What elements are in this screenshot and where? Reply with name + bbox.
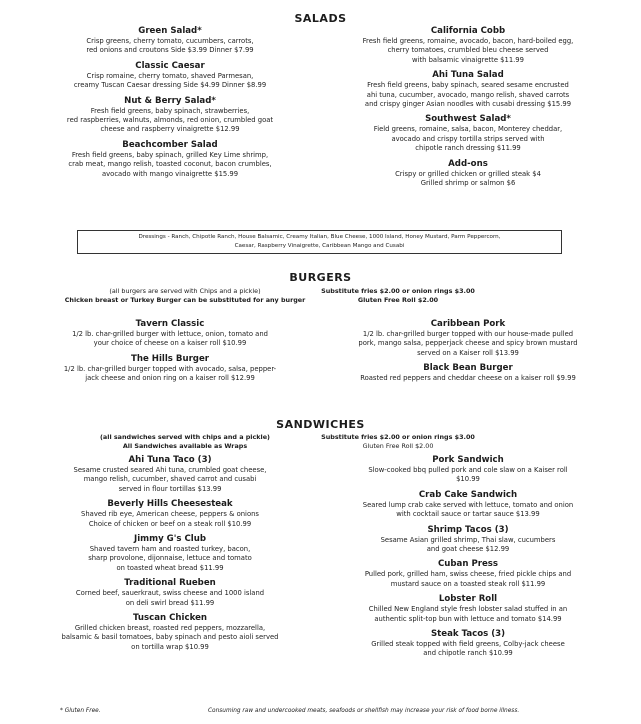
- menu-item-description: with balsamic vinaigrette $11.99: [412, 55, 524, 64]
- food-safety-warning: Consuming raw and undercooked meats, seafoods or shellfish may increase your risk of food borne illness.: [208, 708, 520, 714]
- gluten-free-note: * Gluten Free.: [60, 708, 101, 714]
- menu-item-description: served in flour tortillas $13.99: [118, 484, 222, 493]
- menu-item-name: Traditional Rueben: [124, 578, 216, 589]
- menu-item-name: Tavern Classic: [135, 319, 205, 329]
- menu-item-name: Black Bean Burger: [423, 363, 513, 374]
- menu-item: [30, 96, 310, 135]
- salads-right-column: [318, 26, 618, 193]
- menu-item-name: Beverly Hills Cheesesteak: [107, 499, 233, 510]
- menu-item-description: Crispy or grilled chicken or grilled steak $4: [395, 169, 541, 178]
- menu-item: [318, 559, 618, 589]
- menu-item: [30, 499, 310, 529]
- burgers-right-column: [318, 319, 618, 389]
- menu-item-description: Sesame crusted seared Ahi tuna, crumbled goat cheese,: [73, 466, 267, 474]
- dressings-line: Dressings - Ranch, Chipotle Ranch, House Balsamic, Creamy Italian, Blue Cheese, 1000 Island, Honey Mustard, Parm Peppercorn,: [138, 234, 501, 240]
- menu-item-description: Fresh field greens, romaine, avocado, bacon, hard-boiled egg,: [362, 37, 574, 45]
- menu-item-description: and crispy ginger Asian noodles with cusabi dressing $15.99: [364, 100, 572, 109]
- menu-item-description: pork, mango salsa, pepperjack cheese and spicy brown mustard: [358, 339, 578, 348]
- menu-item: [318, 594, 618, 624]
- menu-item-description: on deli swirl bread $11.99: [125, 598, 215, 607]
- menu-item: [318, 114, 618, 153]
- menu-item-name: Lobster Roll: [438, 594, 498, 605]
- burgers-note-line: Substitute fries $2.00 or onion rings $3.00: [321, 287, 475, 295]
- menu-item-description: chipotle ranch dressing $11.99: [415, 144, 521, 153]
- menu-item: [318, 490, 618, 520]
- menu-item-description: ahi tuna, cucumber, avocado, mango relish, shaved carrots: [366, 90, 570, 99]
- menu-item-description: on toasted wheat bread $11.99: [116, 563, 224, 572]
- menu-item-name: Tuscan Chicken: [132, 613, 208, 624]
- menu-item: [318, 363, 618, 383]
- menu-item-description: 1/2 lb. char-grilled burger with lettuce, onion, tomato and: [72, 330, 268, 338]
- menu-item-description: authentic split-top bun with lettuce and tomato $14.99: [374, 614, 562, 623]
- menu-item-name: Beachcomber Salad: [122, 139, 218, 150]
- menu-item-description: 1/2 lb. char-grilled burger topped with our house-made pulled: [362, 330, 574, 338]
- menu-item-name: Add-ons: [448, 158, 488, 169]
- menu-item-name: Nut & Berry Salad*: [124, 95, 216, 106]
- menu-item-description: Fresh field greens, baby spinach, seared sesame encrusted: [367, 81, 569, 90]
- menu-item-name: Green Salad*: [138, 26, 202, 36]
- sandwiches-left-column: [30, 455, 310, 657]
- menu-item-description: Grilled chicken breast, roasted red peppers, mozzarella,: [74, 624, 266, 633]
- menu-item-name: Caribbean Pork: [430, 319, 506, 329]
- menu-item-description: crab meat, mango relish, toasted coconut, bacon crumbles,: [68, 160, 272, 169]
- menu-item-description: mustard sauce on a toasted steak roll $11.99: [390, 579, 546, 588]
- menu-item-description: avocado with mango vinaigrette $15.99: [101, 169, 239, 178]
- menu-item: [318, 525, 618, 555]
- menu-item-name: Crab Cake Sandwich: [418, 489, 518, 500]
- menu-item-description: Fresh field greens, baby spinach, strawberries,: [90, 106, 250, 115]
- menu-item-description: Choice of chicken or beef on a steak roll $10.99: [88, 519, 252, 528]
- burgers-title: BURGERS: [289, 271, 352, 284]
- menu-item-description: sharp provolone, dijonnaise, lettuce and tomato: [88, 554, 252, 563]
- menu-item: [30, 61, 310, 91]
- burgers-note-line: Chicken breast or Turkey Burger can be substituted for any burger: [64, 296, 306, 304]
- menu-item-description: served on a Kaiser roll $13.99: [417, 348, 519, 357]
- menu-item-description: Pulled pork, grilled ham, swiss cheese, fried pickle chips and: [364, 570, 572, 579]
- menu-item: [30, 534, 310, 573]
- menu-item-description: Shaved tavern ham and roasted turkey, bacon,: [89, 545, 251, 554]
- menu-item-description: your choice of cheese on a kaiser roll $10.99: [93, 339, 247, 348]
- menu-item-description: mango relish, cucumber, shaved carrot and cusabi: [83, 475, 257, 484]
- sandwiches-right-column: [318, 455, 618, 664]
- menu-item-name: Ahi Tuna Taco (3): [128, 455, 212, 465]
- menu-item-description: Grilled steak topped with field greens, Colby-jack cheese: [371, 640, 565, 649]
- menu-item: [318, 455, 618, 485]
- menu-item: [30, 319, 310, 349]
- menu-item-description: Fresh field greens, baby spinach, grilled Key Lime shrimp,: [71, 150, 269, 159]
- sandwiches-note-line: All Sandwiches available as Wraps: [122, 442, 248, 450]
- menu-item-description: Shaved rib eye, American cheese, peppers & onions: [81, 510, 259, 519]
- menu-item-description: with cocktail sauce or tartar sauce $13.99: [396, 510, 540, 519]
- menu-item-description: red raspberries, walnuts, almonds, red onion, crumbled goat: [66, 116, 274, 125]
- menu-item: [30, 354, 310, 384]
- menu-item-description: Corned beef, sauerkraut, swiss cheese and 1000 island: [75, 589, 265, 598]
- menu-item-name: Steak Tacos (3): [430, 629, 506, 640]
- burgers-note-left: [60, 287, 310, 305]
- menu-item-description: and goat cheese $12.99: [426, 545, 510, 554]
- menu-item-description: cherry tomatoes, crumbled bleu cheese served: [387, 46, 549, 55]
- menu-item-description: and chipotle ranch $10.99: [423, 649, 513, 658]
- burgers-note-right: [318, 287, 478, 305]
- menu-item-description: jack cheese and onion ring on a kaiser roll $12.99: [85, 374, 255, 383]
- sandwiches-note-line: Substitute fries $2.00 or onion rings $3.00: [321, 433, 475, 441]
- menu-item-description: creamy Tuscan Caesar dressing Side $4.99 Dinner $8.99: [73, 81, 267, 90]
- menu-item: [30, 578, 310, 608]
- menu-item: [318, 629, 618, 659]
- burgers-note-line: (all burgers are served with Chips and a pickle): [109, 287, 261, 295]
- menu-item-description: Crisp romaine, cherry tomato, shaved Parmesan,: [86, 71, 254, 80]
- menu-item-description: cheese and raspberry vinaigrette $12.99: [100, 125, 240, 134]
- menu-item-name: Jimmy G's Club: [134, 534, 206, 545]
- burgers-left-column: [30, 319, 310, 389]
- salads-left-column: [30, 26, 310, 184]
- menu-item-description: avocado and crispy tortilla strips served with: [391, 134, 545, 143]
- menu-item-name: Ahi Tuna Salad: [432, 70, 504, 81]
- menu-item: [30, 26, 310, 56]
- menu-item-name: California Cobb: [430, 26, 506, 36]
- menu-item-description: $10.99: [456, 475, 480, 484]
- sandwiches-note-left: [60, 433, 310, 451]
- menu-item: [318, 70, 618, 109]
- menu-item-description: on tortilla wrap $10.99: [131, 642, 209, 651]
- menu-item-description: Crisp greens, cherry tomato, cucumbers, carrots,: [86, 37, 254, 45]
- menu-item: [30, 455, 310, 494]
- sandwiches-note-line: Gluten Free Roll $2.00: [362, 442, 434, 450]
- menu-item-description: Field greens, romaine, salsa, bacon, Monterey cheddar,: [373, 125, 563, 134]
- menu-item: [318, 26, 618, 65]
- menu-item-description: red onions and croutons Side $3.99 Dinner $7.99: [86, 46, 254, 55]
- menu-item: [30, 613, 310, 652]
- menu-item-description: Seared lump crab cake served with lettuce, tomato and onion: [362, 500, 574, 509]
- menu-item-description: Roasted red peppers and cheddar cheese on a kaiser roll $9.99: [360, 374, 576, 383]
- menu-item: [318, 319, 618, 358]
- menu-item-name: Cuban Press: [437, 559, 499, 570]
- menu-item-name: Shrimp Tacos (3): [427, 524, 509, 535]
- menu-item-description: Grilled shrimp or salmon $6: [420, 179, 516, 188]
- salads-title: SALADS: [294, 12, 347, 25]
- burgers-note-line: Gluten Free Roll $2.00: [357, 296, 439, 304]
- menu-item-description: 1/2 lb. char-grilled burger topped with avocado, salsa, pepper-: [63, 364, 277, 373]
- dressings-line: Caesar, Raspberry Vinaigrette, Caribbean Mango and Cusabi: [234, 243, 405, 249]
- menu-item: [318, 159, 618, 189]
- menu-item: [30, 140, 310, 179]
- menu-item-name: Pork Sandwich: [432, 455, 504, 465]
- menu-item-name: The Hills Burger: [130, 353, 210, 364]
- menu-item-name: Classic Caesar: [135, 60, 205, 71]
- menu-item-description: balsamic & basil tomatoes, baby spinach and pesto aioli served: [61, 633, 279, 642]
- menu-item-description: Sesame Asian grilled shrimp, Thai slaw, cucumbers: [380, 535, 556, 544]
- menu-item-description: Slow-cooked bbq pulled pork and cole slaw on a Kaiser roll: [368, 466, 568, 474]
- menu-item-description: Chilled New England style fresh lobster salad stuffed in an: [368, 605, 568, 614]
- sandwiches-title: SANDWICHES: [276, 418, 365, 431]
- dressings-box: [77, 230, 562, 254]
- sandwiches-note-right: [318, 433, 478, 451]
- sandwiches-note-line: (all sandwiches served with chips and a pickle): [100, 433, 270, 441]
- menu-item-name: Southwest Salad*: [425, 114, 511, 125]
